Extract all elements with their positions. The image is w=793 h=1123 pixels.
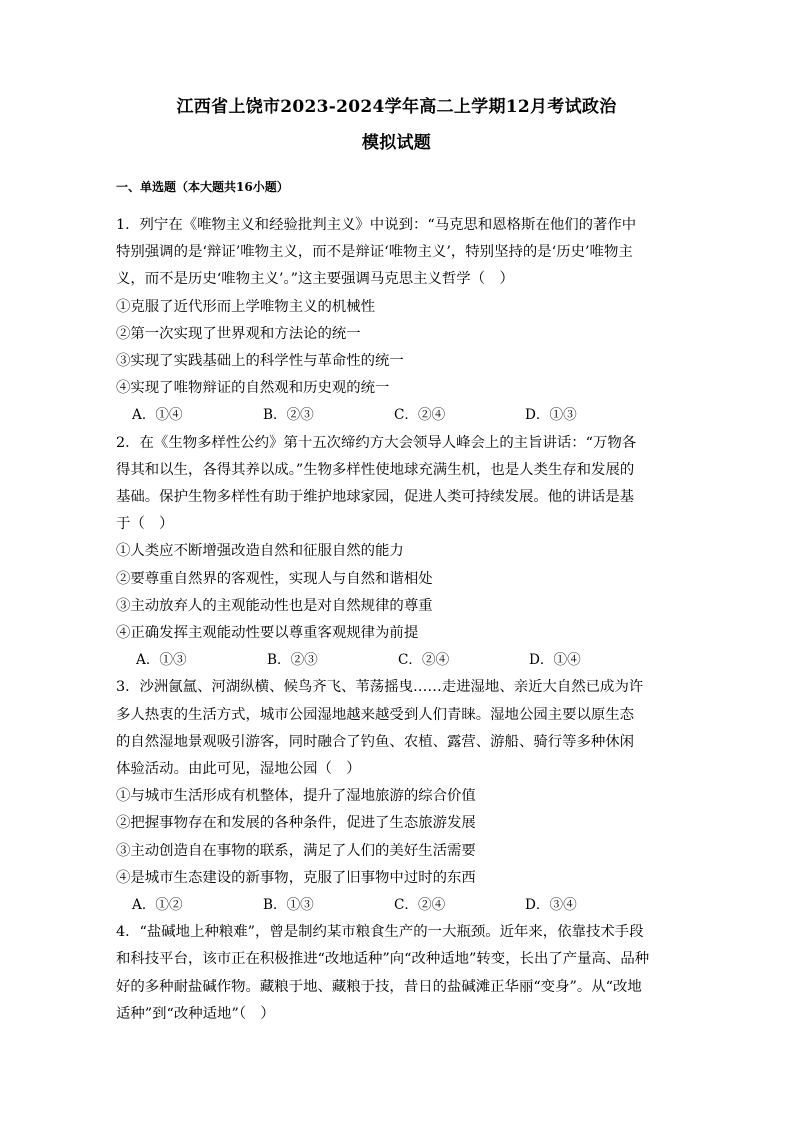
question-4 [116,919,676,1028]
answer-choice-d: D．①③ [525,407,577,424]
statement-option: ④实现了唯物辩证的自然观和历史观的统一 [116,380,390,397]
question-3 [116,674,676,919]
answer-choice-a: A．①② [132,897,183,914]
answer-choice-c: C．②④ [394,897,446,914]
answer-choices [116,892,676,919]
answer-choice-c: C．②④ [394,407,446,424]
answer-choices [116,402,676,429]
answer-choice-d: D．③④ [525,897,577,914]
question-stem-line: 的自然湿地景观吸引游客，同时融合了钓鱼、农植、露营、游船、骑行等多种休闲 [116,733,635,750]
question-stem-line: 得其和以生，各得其养以成。”生物多样性使地球充满生机，也是人类生存和发展的 [116,461,635,478]
answer-choice-c: C．②④ [398,652,450,669]
question-stem-line: 义，而不是历史‘唯物主义’。”这主要强调马克思主义哲学（ ） [116,271,514,288]
answer-choices [116,647,676,674]
statement-option: ②第一次实现了世界观和方法论的统一 [116,325,361,342]
answer-choice-b: B．②③ [267,652,318,669]
statement-option: ④正确发挥主观能动性要以尊重客观规律为前提 [116,625,419,642]
statement-option: ②把握事物存在和发展的各种条件，促进了生态旅游发展 [116,815,476,832]
statement-option: ①人类应不断增强改造自然和征服自然的能力 [116,543,404,560]
answer-choice-b: B．②③ [263,407,314,424]
question-stem-line: 特别强调的是‘辩证’唯物主义，而不是辩证‘唯物主义’，特别坚持的是‘历史’唯物主 [116,244,633,261]
document-title: 江西省上饶市2023-2024学年高二上学期12月考试政治 [176,97,617,117]
question-stem-line: 4．“盐碱地上种粮难”，曾是制约某市粮食生产的一大瓶颈。近年来，依靠技术手段 [116,924,644,941]
question-stem-line: 2．在《生物多样性公约》第十五次缔约方大会领导人峰会上的主旨讲话：“万物各 [116,434,637,451]
statement-option: ③主动创造自在事物的联系，满足了人们的美好生活需要 [116,842,476,859]
question-stem-line: 和科技平台，该市正在积极推进“改地适种”向“改种适地”转变，长出了产量高、品种 [116,951,650,968]
question-2 [116,430,676,675]
question-list [116,212,676,1028]
statement-option: ①克服了近代形而上学唯物主义的机械性 [116,298,376,315]
statement-option: ③主动放弃人的主观能动性也是对自然规律的尊重 [116,597,433,614]
answer-choice-a: A．①③ [136,652,187,669]
answer-choice-a: A．①④ [132,407,183,424]
question-stem-line: 适种”到“改种适地”（ ） [116,1005,275,1022]
question-stem-line: 基础。保护生物多样性有助于维护地球家园，促进人类可持续发展。他的讲话是基 [116,489,635,506]
answer-choice-b: B．①③ [263,897,314,914]
question-stem-line: 好的多种耐盐碱作物。藏粮于地、藏粮于技，昔日的盐碱滩正华丽“变身”。从“改地 [116,978,642,995]
statement-option: ①与城市生活形成有机整体，提升了湿地旅游的综合价值 [116,788,476,805]
question-stem-line: 3．沙洲氤氲、河湖纵横、候鸟齐飞、苇荡摇曳……走进湿地、亲近大自然已成为许 [116,679,644,696]
question-stem-line: 于（ ） [116,516,174,533]
document-subtitle: 模拟试题 [361,133,432,153]
answer-choice-d: D．①④ [529,652,581,669]
statement-option: ④是城市生态建设的新事物，克服了旧事物中过时的东西 [116,869,476,886]
question-stem-line: 多人热衷的生活方式，城市公园湿地越来越受到人们青睐。湿地公园主要以原生态 [116,706,635,723]
statement-option: ②要尊重自然界的客观性，实现人与自然和谐相处 [116,570,433,587]
statement-option: ③实现了实践基础上的科学性与革命性的统一 [116,353,404,370]
question-1 [116,212,676,430]
section-heading: 一、单选题（本大题共16小题） [116,180,289,194]
question-stem-line: 体验活动。由此可见，湿地公园（ ） [116,761,361,778]
question-stem-line: 1．列宁在《唯物主义和经验批判主义》中说到：“马克思和恩格斯在他们的著作中 [116,217,637,233]
